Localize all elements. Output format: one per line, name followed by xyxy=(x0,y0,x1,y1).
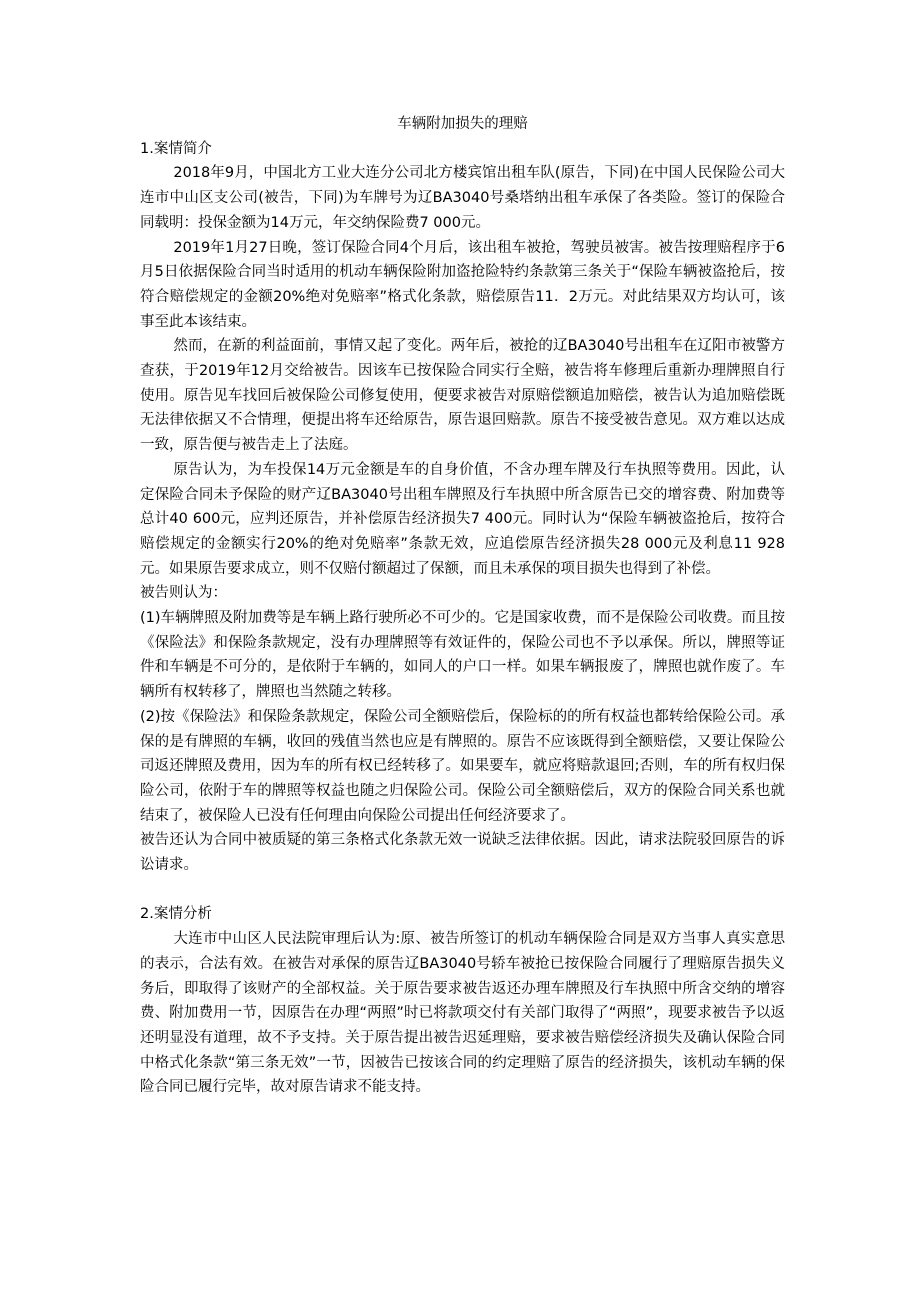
paragraph: 2019年1月27日晚，签订保险合同4个月后，该出租车被抢，驾驶员被害。被告按理赔程序于6月5日依据保险合同当时适用的机动车辆保险附加盗抢险特约条款第三条关于“保险车辆被盗抢后，按符合赔偿规定的金额20%绝对免赔率”格式化条款，赔偿原告11．2万元。对此结果双方均认可，该事至此本该结束。 xyxy=(140,239,785,330)
paragraph: 2018年9月，中国北方工业大连分公司北方楼宾馆出租车队(原告，下同)在中国人民保险公司大连市中山区支公司(被告，下同)为车牌号为辽BA3040号桑塔纳出租车承保了各类险。签订的保险合同载明：投保金额为14万元，年交纳保险费7 000元。 xyxy=(140,165,785,231)
paragraph: 被告则认为： xyxy=(140,585,227,602)
paragraph: (1)车辆牌照及附加费等是车辆上路行驶所必不可少的。它是国家收费，而不是保险公司收费。而且按《保险法》和保险条款规定，没有办理牌照等有效证件的，保险公司也不予以承保。所以，牌照等证件和车辆是不可分的，是依附于车辆的，如同人的户口一样。如果车辆报废了，牌照也就作废了。车辆所有权转移了，牌照也当然随之转移。 xyxy=(140,610,785,701)
document-title: 车辆附加损失的理赔 xyxy=(397,116,528,132)
paragraph: (2)按《保险法》和保险条款规定，保险公司全额赔偿后，保险标的的所有权益也都转给保险公司。承保的是有牌照的车辆，收回的残值当然也应是有牌照的。原告不应该既得到全额赔偿，又要让保险公司返还牌照及费用，因为车的所有权已经转移了。如果要车，就应将赔款退回;否则，车的所有权归保险公司，依附于车的牌照等权益也随之归保险公司。保险公司全额赔偿后，双方的保险合同关系也就结束了，被保险人已没有任何理由向保险公司提出任何经济要求了。 xyxy=(140,708,785,824)
paragraph: 被告还认为合同中被质疑的第三条格式化条款无效一说缺乏法律依据。因此，请求法院驳回原告的诉讼请求。 xyxy=(140,832,785,874)
section-heading: 1.案情简介 xyxy=(140,140,212,157)
section-case-summary xyxy=(140,137,785,878)
paragraph: 原告认为，为车投保14万元金额是车的自身价值，不含办理车牌及行车执照等费用。因此，认定保险合同未予保险的财产辽BA3040号出租车牌照及行车执照中所含原告已交的增容费、附加费等总计40 600元，应判还原告，并补偿原告经济损失7 400元。同时认为“保险车辆被盗抢后，按符合赔偿规定的金额实行20%的绝对免赔率”条款无效，应追偿原告经济损失28 000元及利息11 928元。如果原告要求成立，则不仅赔付额超过了保额，而且未承保的项目损失也得到了补偿。 xyxy=(140,461,785,577)
section-heading: 2.案情分析 xyxy=(140,906,212,923)
paragraph: 然而，在新的利益面前，事情又起了变化。两年后，被抢的辽BA3040号出租车在辽阳市被警方查获，于2019年12月交给被告。因该车已按保险合同实行全赔，被告将车修理后重新办理牌照自行使用。原告见车找回后被保险公司修复使用，便要求被告对原赔偿额追加赔偿，被告认为追加赔偿既无法律依据又不合情理，便提出将车还给原告，原告退回赔款。原告不接受被告意见。双方难以达成一致，原告便与被告走上了法庭。 xyxy=(140,338,785,454)
blank-line xyxy=(140,878,785,903)
paragraph: 大连市中山区人民法院审理后认为:原、被告所签订的机动车辆保险合同是双方当事人真实意思的表示，合法有效。在被告对承保的原告辽BA3040号轿车被抢已按保险合同履行了理赔原告损失义务后，即取得了该财产的全部权益。关于原告要求被告返还办理车牌照及行车执照中所含交纳的增容费、附加费用一节，因原告在办理“两照”时已将款项交付有关部门取得了“两照”，现要求被告予以返还明显没有道理，故不予支持。关于原告提出被告迟延理赔，要求被告赔偿经济损失及确认保险合同中格式化条款“第三条无效”一节，因被告已按该合同的约定理赔了原告的经济损失，该机动车辆的保险合同已履行完毕，故对原告请求不能支持。 xyxy=(140,931,785,1096)
section-case-analysis xyxy=(140,902,785,1100)
document-page xyxy=(140,112,785,1100)
